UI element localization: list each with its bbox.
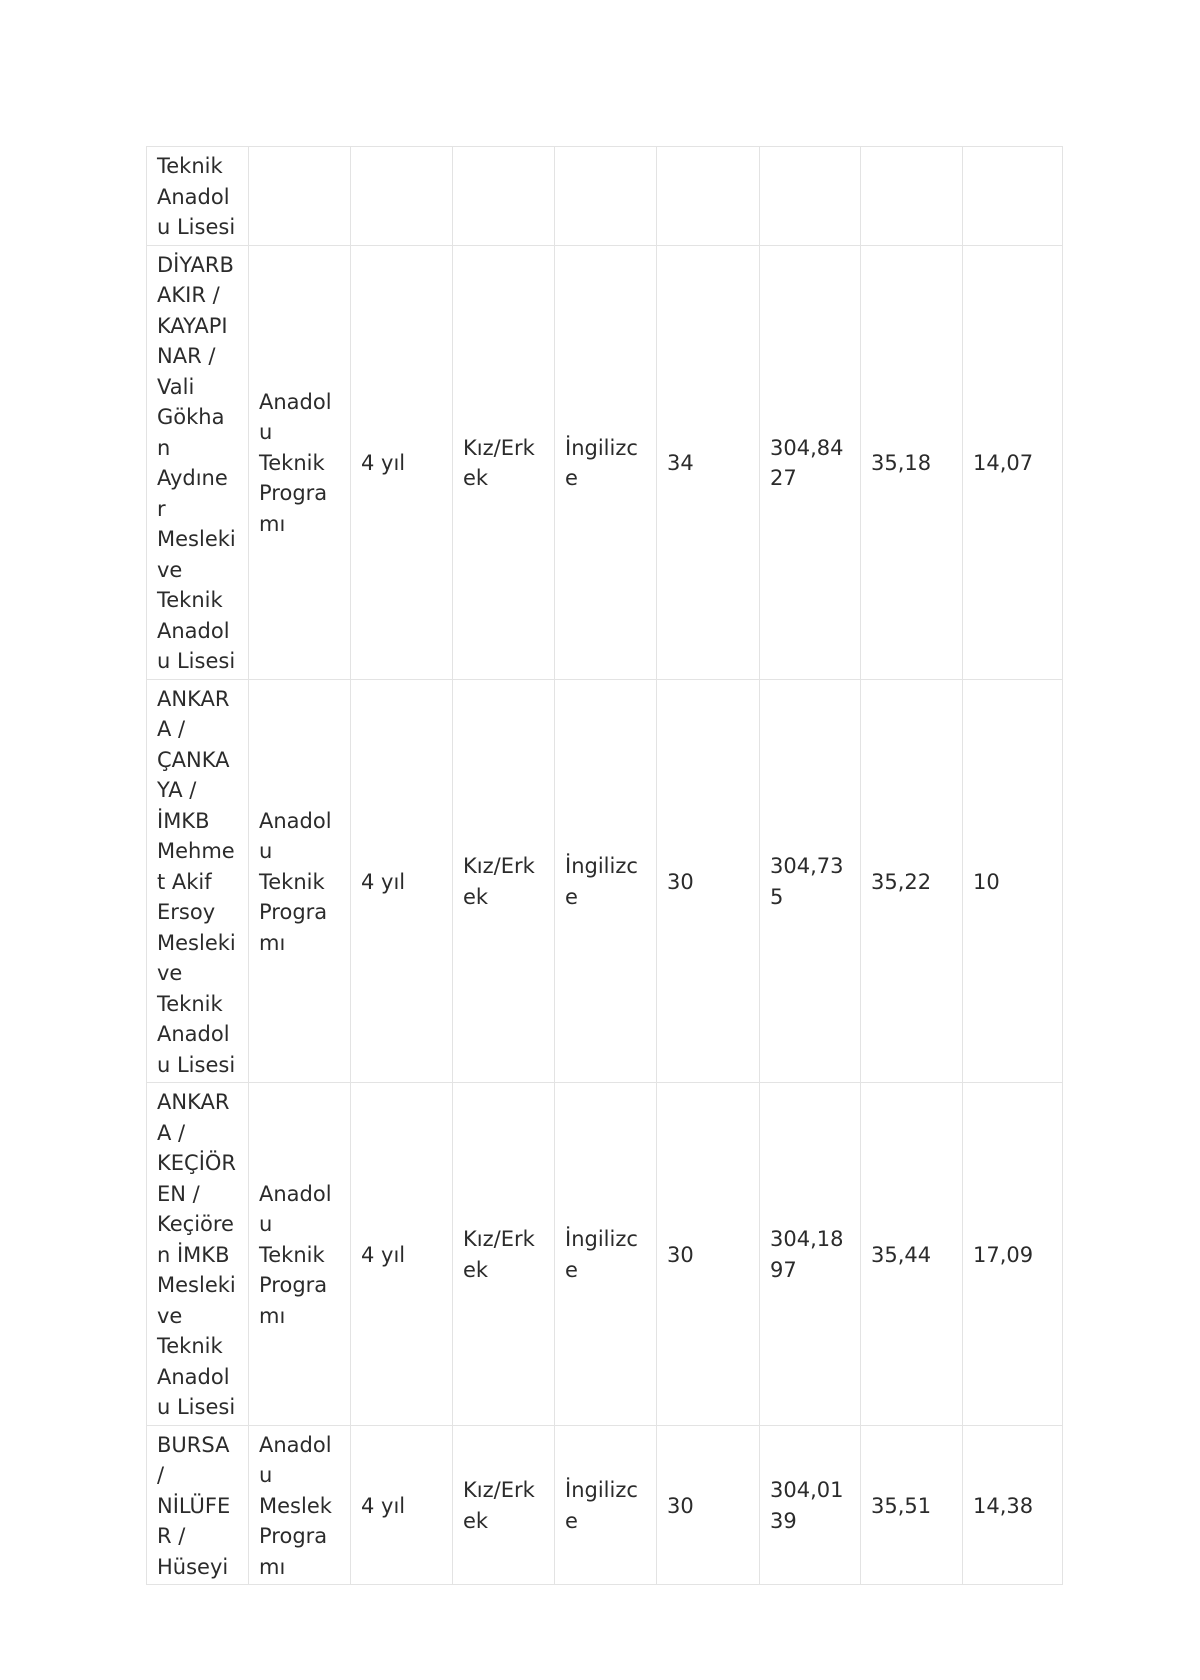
gender-cell: Kız/Erk ek	[453, 1425, 555, 1585]
base-score-cell: 304,84 27	[760, 245, 861, 679]
ratio-cell: 17,09	[963, 1083, 1063, 1426]
ratio-cell: 14,38	[963, 1425, 1063, 1585]
language-cell: İngilizc e	[555, 245, 657, 679]
program-cell: Anadol u Meslek Progra mı	[249, 1425, 351, 1585]
table-row	[147, 1425, 1063, 1585]
duration-cell: 4 yıl	[351, 1425, 453, 1585]
ratio-cell: 14,07	[963, 245, 1063, 679]
duration-cell: 4 yıl	[351, 245, 453, 679]
base-score-cell: 304,18 97	[760, 1083, 861, 1426]
percentile-cell: 35,22	[861, 679, 963, 1083]
school-cell: DİYARB AKIR / KAYAPI NAR / Vali Gökha n Aydıne r Mesleki ve Teknik Anadol u Lisesi	[147, 245, 249, 679]
program-cell: Anadol u Teknik Progra mı	[249, 679, 351, 1083]
school-cell: Teknik Anadol u Lisesi	[147, 147, 249, 246]
school-cell: ANKAR A / KEÇİÖR EN / Keçiöre n İMKB Mesleki ve Teknik Anadol u Lisesi	[147, 1083, 249, 1426]
program-cell	[249, 147, 351, 246]
duration-cell	[351, 147, 453, 246]
quota-cell	[657, 147, 760, 246]
table-row	[147, 1083, 1063, 1426]
base-score-cell	[760, 147, 861, 246]
gender-cell: Kız/Erk ek	[453, 245, 555, 679]
language-cell: İngilizc e	[555, 1083, 657, 1426]
duration-cell: 4 yıl	[351, 1083, 453, 1426]
table-row	[147, 147, 1063, 246]
gender-cell	[453, 147, 555, 246]
language-cell	[555, 147, 657, 246]
ratio-cell: 10	[963, 679, 1063, 1083]
base-score-cell: 304,73 5	[760, 679, 861, 1083]
quota-cell: 30	[657, 1425, 760, 1585]
percentile-cell: 35,44	[861, 1083, 963, 1426]
table-row	[147, 679, 1063, 1083]
school-cell: BURSA / NİLÜFE R / Hüseyi	[147, 1425, 249, 1585]
gender-cell: Kız/Erk ek	[453, 1083, 555, 1426]
language-cell: İngilizc e	[555, 1425, 657, 1585]
quota-cell: 30	[657, 679, 760, 1083]
percentile-cell: 35,18	[861, 245, 963, 679]
program-cell: Anadol u Teknik Progra mı	[249, 245, 351, 679]
table-row	[147, 245, 1063, 679]
percentile-cell: 35,51	[861, 1425, 963, 1585]
quota-cell: 34	[657, 245, 760, 679]
gender-cell: Kız/Erk ek	[453, 679, 555, 1083]
school-cell: ANKAR A / ÇANKA YA / İMKB Mehme t Akif Ersoy Mesleki ve Teknik Anadol u Lisesi	[147, 679, 249, 1083]
program-cell: Anadol u Teknik Progra mı	[249, 1083, 351, 1426]
duration-cell: 4 yıl	[351, 679, 453, 1083]
quota-cell: 30	[657, 1083, 760, 1426]
base-score-cell: 304,01 39	[760, 1425, 861, 1585]
ratio-cell	[963, 147, 1063, 246]
language-cell: İngilizc e	[555, 679, 657, 1083]
school-table	[146, 146, 1063, 1585]
percentile-cell	[861, 147, 963, 246]
